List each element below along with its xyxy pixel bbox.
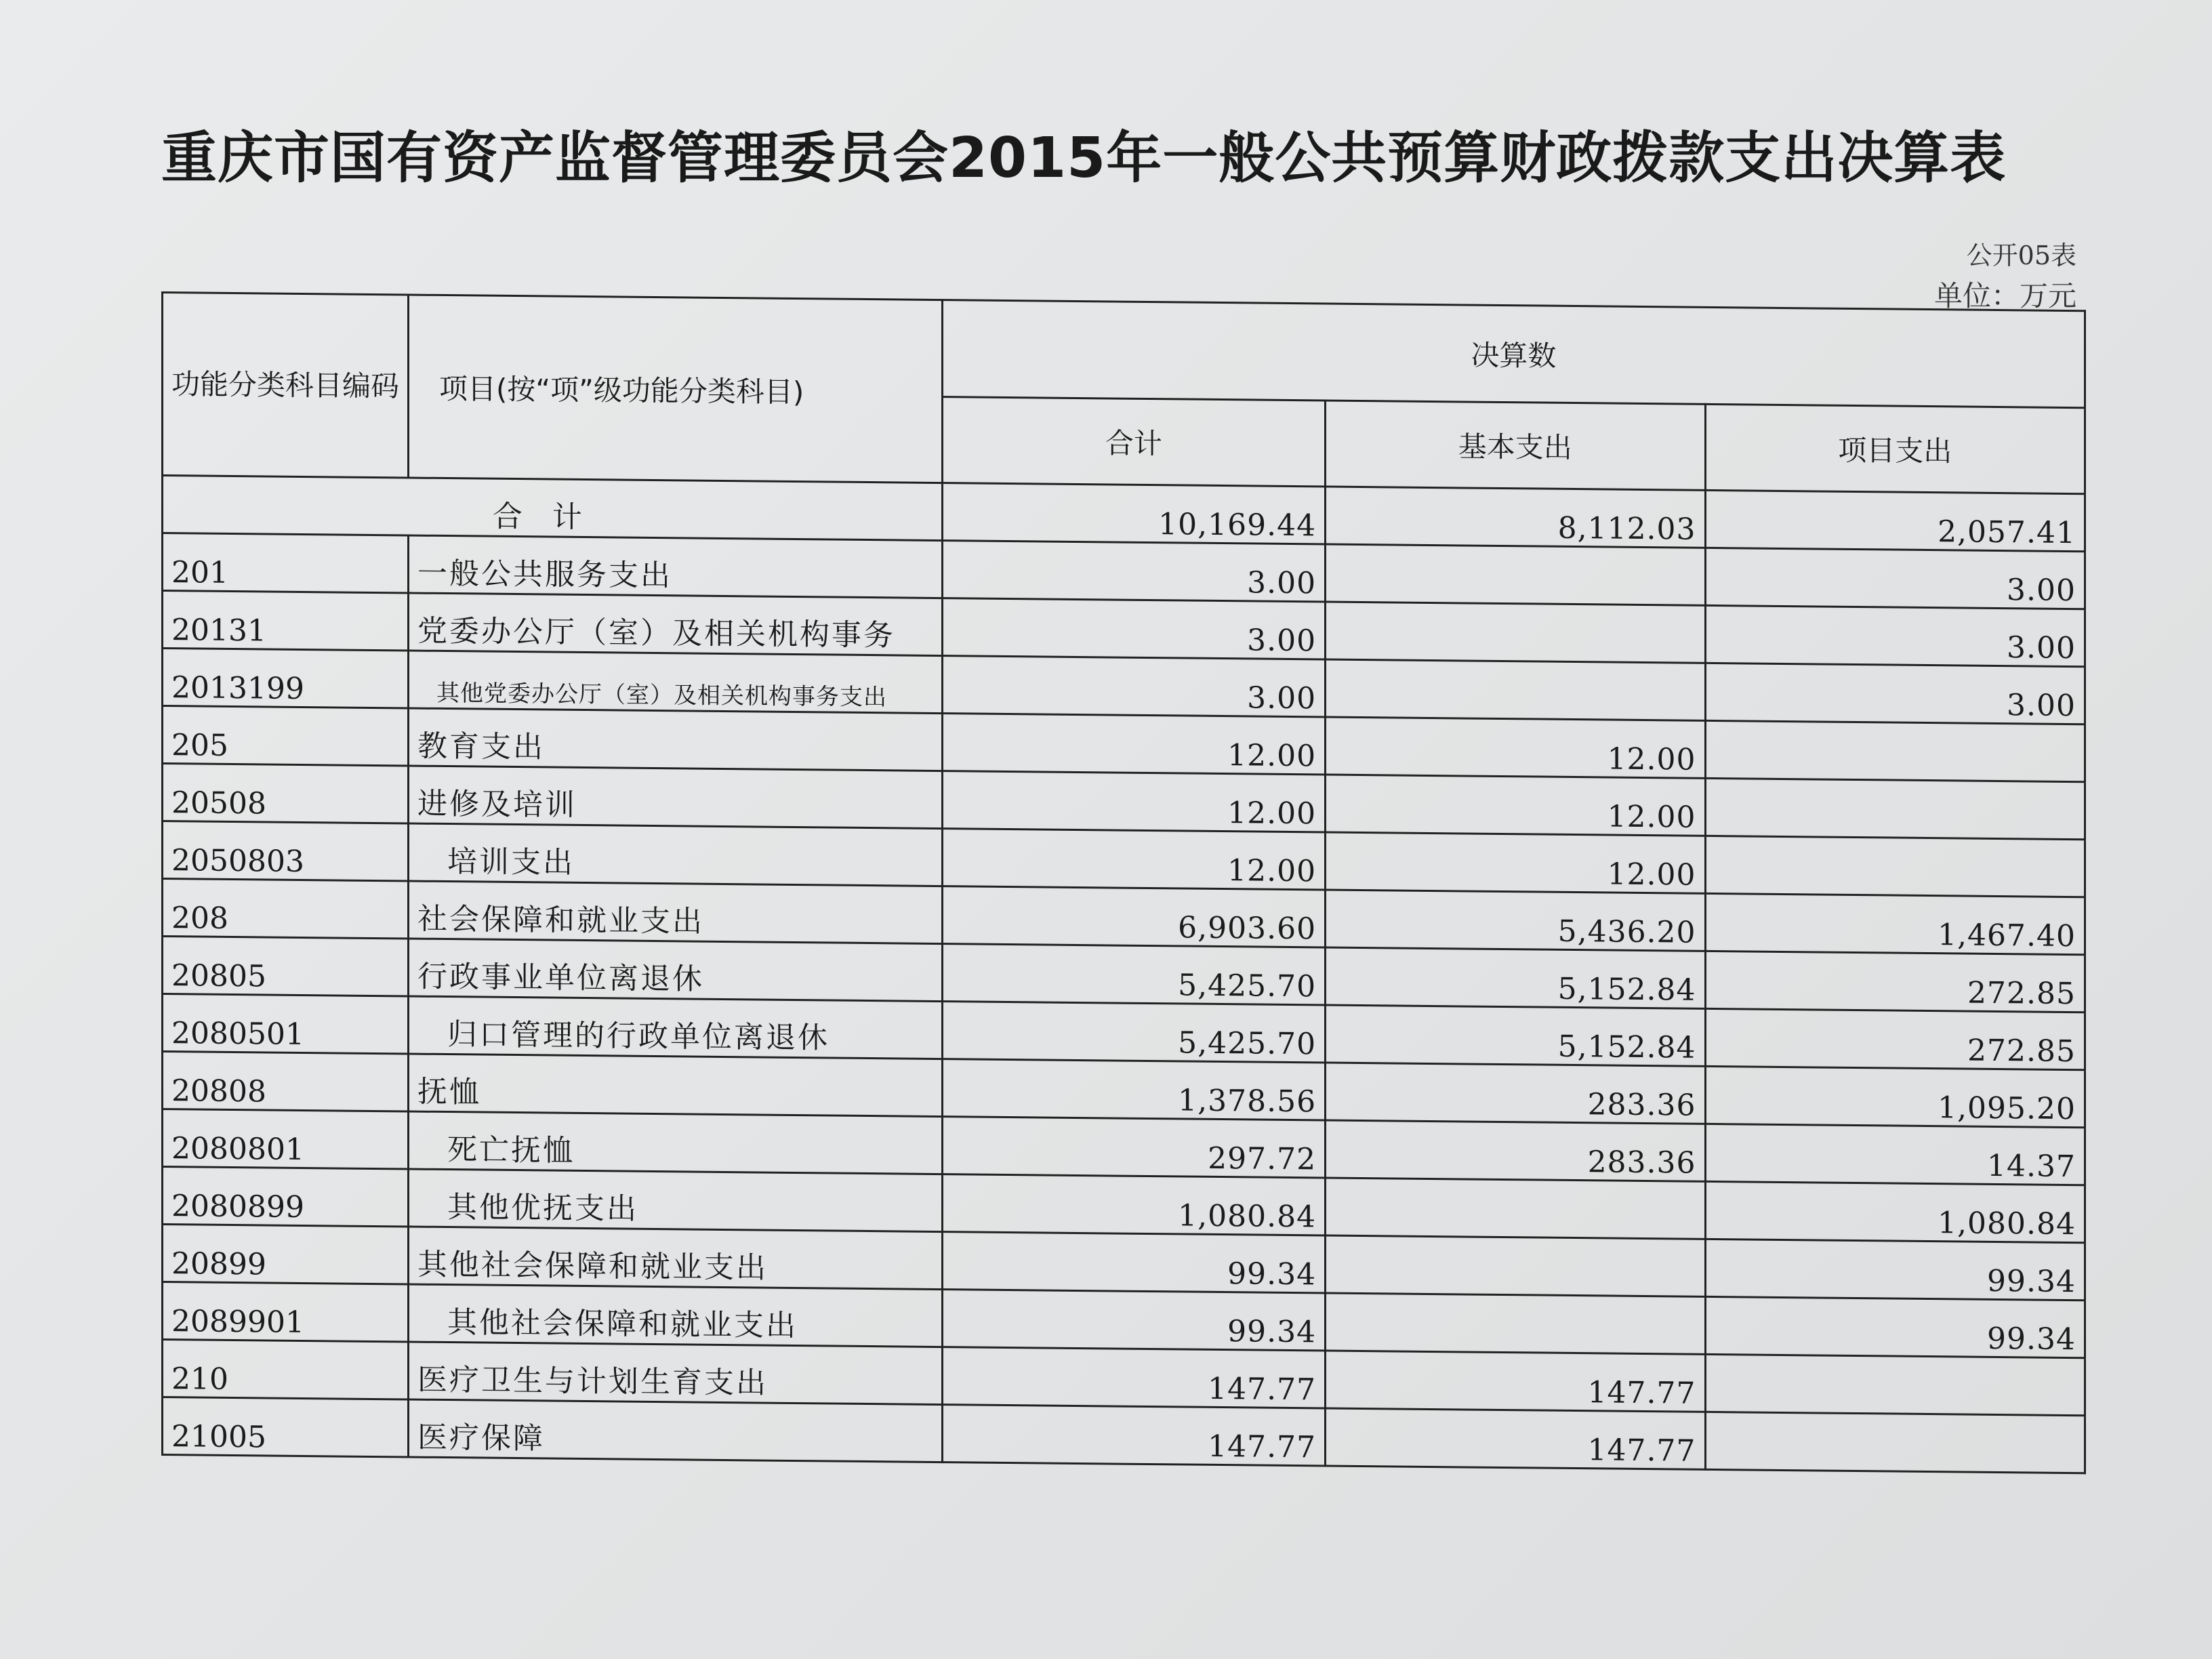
code-cell: 2080801 <box>163 1109 409 1169</box>
code-cell: 20131 <box>163 591 409 651</box>
header-name: 项目(按“项”级功能分类科目) <box>409 295 943 483</box>
code-cell: 2080501 <box>163 994 409 1054</box>
code-cell: 20805 <box>163 937 409 996</box>
total-cell: 5,425.70 <box>942 1002 1325 1063</box>
name-cell: 教育支出 <box>409 708 943 771</box>
project-cell: 1,467.40 <box>1705 893 2085 954</box>
project-cell: 3.00 <box>1705 548 2085 609</box>
basic-cell: 12.00 <box>1326 775 1705 836</box>
project-cell <box>1705 778 2085 839</box>
name-cell: 医疗卫生与计划生育支出 <box>409 1342 943 1405</box>
total-project: 2,057.41 <box>1705 490 2085 551</box>
name-cell: 归口管理的行政单位离退休 <box>409 996 943 1059</box>
code-cell: 2013199 <box>163 649 409 708</box>
table-header <box>163 293 2085 494</box>
name-cell: 其他社会保障和就业支出 <box>409 1284 943 1347</box>
total-cell: 12.00 <box>942 829 1325 890</box>
code-cell: 21005 <box>163 1397 409 1457</box>
basic-cell: 5,436.20 <box>1326 890 1705 951</box>
basic-cell: 147.77 <box>1326 1351 1705 1412</box>
project-cell: 14.37 <box>1705 1124 2085 1185</box>
code-cell: 2089901 <box>163 1282 409 1342</box>
project-cell: 99.34 <box>1705 1239 2085 1300</box>
unit-label: 单位：万元 <box>1933 279 2076 312</box>
header-group: 决算数 <box>942 300 2085 408</box>
total-cell: 3.00 <box>942 656 1325 717</box>
name-cell: 一般公共服务支出 <box>409 535 943 598</box>
basic-cell <box>1326 659 1705 720</box>
code-cell: 20508 <box>163 764 409 823</box>
basic-cell: 147.77 <box>1326 1408 1705 1469</box>
name-cell: 行政事业单位离退休 <box>409 939 943 1002</box>
project-cell: 3.00 <box>1705 663 2085 724</box>
project-cell <box>1705 1354 2085 1415</box>
project-cell: 272.85 <box>1705 1008 2085 1069</box>
project-cell <box>1705 836 2085 897</box>
total-cell: 1,080.84 <box>942 1174 1325 1235</box>
name-cell: 社会保障和就业支出 <box>409 881 943 944</box>
basic-cell: 5,152.84 <box>1326 1005 1705 1066</box>
total-cell: 3.00 <box>942 541 1325 602</box>
header-total: 合计 <box>942 397 1325 487</box>
total-basic: 8,112.03 <box>1326 487 1705 548</box>
code-cell: 20808 <box>163 1052 409 1111</box>
document-title: 重庆市国有资产监督管理委员会2015年一般公共预算财政拨款支出决算表 <box>161 126 2007 190</box>
project-cell <box>1705 720 2085 781</box>
project-cell <box>1705 1412 2085 1473</box>
project-cell: 1,080.84 <box>1705 1181 2085 1242</box>
name-cell: 其他社会保障和就业支出 <box>409 1227 943 1290</box>
header-code: 功能分类科目编码 <box>163 293 409 478</box>
budget-table <box>161 291 2086 1474</box>
total-sum: 10,169.44 <box>942 483 1325 544</box>
project-cell: 1,095.20 <box>1705 1066 2085 1127</box>
total-cell: 147.77 <box>942 1405 1325 1466</box>
basic-cell: 283.36 <box>1326 1120 1705 1181</box>
total-cell: 12.00 <box>942 771 1325 832</box>
code-cell: 2050803 <box>163 821 409 881</box>
name-cell: 死亡抚恤 <box>409 1111 943 1174</box>
total-cell: 6,903.60 <box>942 886 1325 947</box>
total-cell: 5,425.70 <box>942 944 1325 1005</box>
code-cell: 20899 <box>163 1225 409 1284</box>
basic-cell: 12.00 <box>1326 717 1705 778</box>
project-cell: 272.85 <box>1705 951 2085 1012</box>
basic-cell: 12.00 <box>1326 832 1705 893</box>
total-cell: 99.34 <box>942 1290 1325 1351</box>
header-basic: 基本支出 <box>1326 401 1705 490</box>
table-body <box>163 476 2085 1473</box>
basic-cell <box>1326 544 1705 605</box>
basic-cell <box>1326 602 1705 663</box>
project-cell: 3.00 <box>1705 605 2085 666</box>
project-cell: 99.34 <box>1705 1296 2085 1357</box>
basic-cell: 5,152.84 <box>1326 947 1705 1008</box>
name-cell: 培训支出 <box>409 823 943 886</box>
form-number: 公开05表 <box>1966 241 2076 270</box>
code-cell: 208 <box>163 879 409 939</box>
code-cell: 2080899 <box>163 1167 409 1227</box>
basic-cell <box>1326 1235 1705 1296</box>
basic-cell <box>1326 1293 1705 1354</box>
total-cell: 12.00 <box>942 714 1325 775</box>
code-cell: 205 <box>163 706 409 766</box>
total-label: 合计 <box>163 476 943 541</box>
name-cell: 进修及培训 <box>409 766 943 829</box>
name-cell: 党委办公厅（室）及相关机构事务 <box>409 593 943 656</box>
basic-cell: 283.36 <box>1326 1063 1705 1124</box>
total-cell: 297.72 <box>942 1117 1325 1178</box>
header-project: 项目支出 <box>1705 404 2085 493</box>
total-cell: 147.77 <box>942 1347 1325 1408</box>
total-cell: 3.00 <box>942 598 1325 659</box>
code-cell: 201 <box>163 533 409 593</box>
name-cell: 其他优抚支出 <box>409 1169 943 1232</box>
total-cell: 1,378.56 <box>942 1059 1325 1120</box>
code-cell: 210 <box>163 1340 409 1399</box>
name-cell: 其他党委办公厅（室）及相关机构事务支出 <box>409 651 943 714</box>
basic-cell <box>1326 1178 1705 1239</box>
total-cell: 99.34 <box>942 1232 1325 1293</box>
name-cell: 医疗保障 <box>409 1399 943 1462</box>
name-cell: 抚恤 <box>409 1054 943 1117</box>
